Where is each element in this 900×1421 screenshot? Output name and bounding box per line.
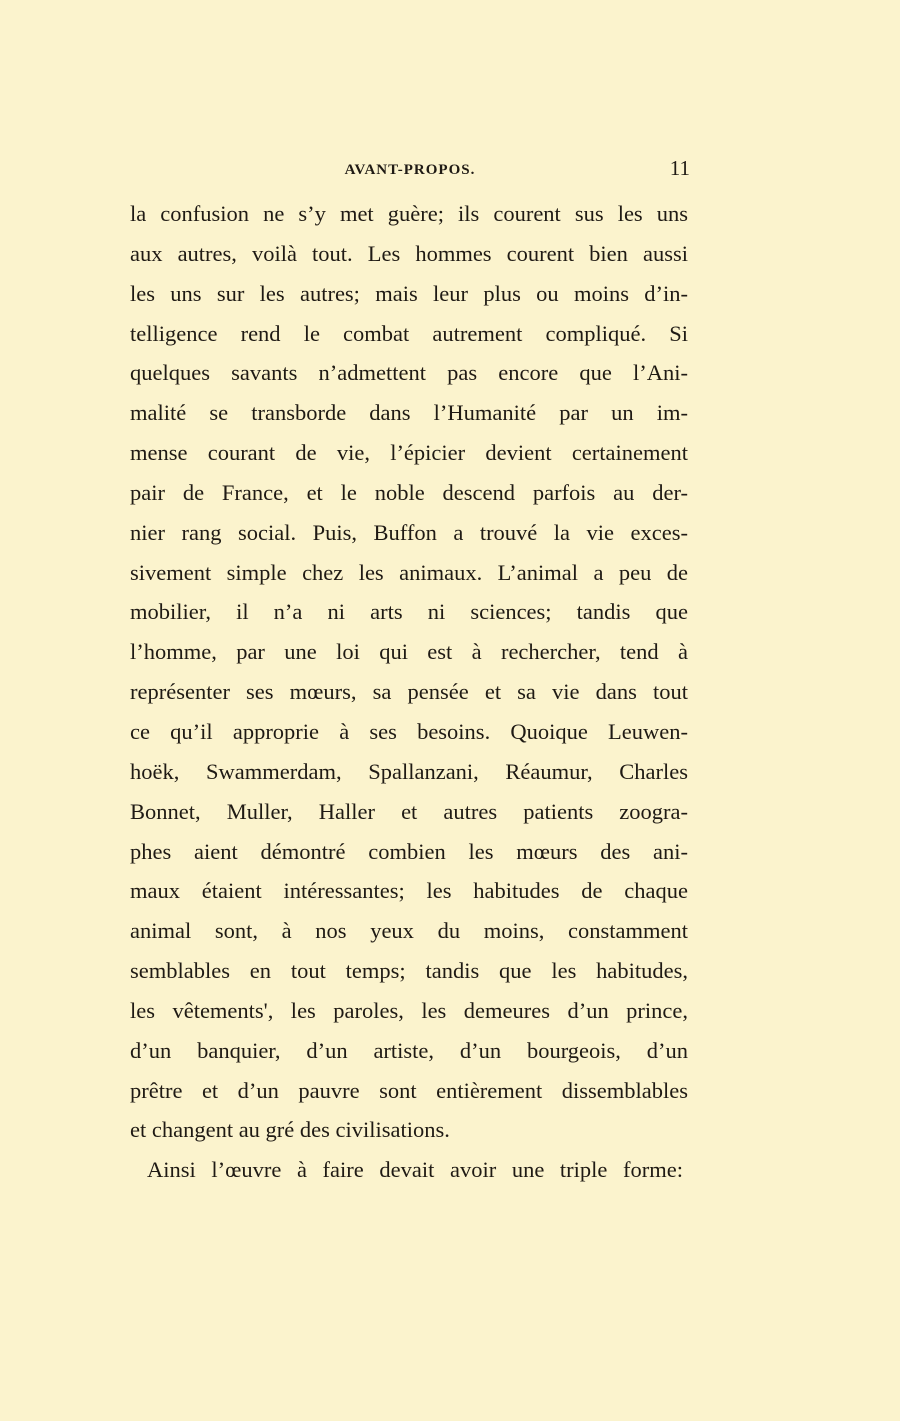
text-line: les uns sur les autres; mais leur plus ou moins d’in- bbox=[130, 280, 688, 306]
text-line: hoëk, Swammerdam, Spallanzani, Réaumur, Charles bbox=[130, 758, 688, 784]
text-line: Bonnet, Muller, Haller et autres patients zoogra- bbox=[130, 798, 688, 824]
text-line: pair de France, et le noble descend parfois au der- bbox=[130, 479, 688, 505]
page-header bbox=[130, 156, 690, 186]
paragraph-last-line: et changent au gré des civilisations. bbox=[130, 1117, 450, 1143]
text-line: sivement simple chez les animaux. L’animal a peu de bbox=[130, 559, 688, 585]
text-line: mobilier, il n’a ni arts ni sciences; tandis que bbox=[130, 599, 688, 625]
text-line: malité se transborde dans l’Humanité par un im- bbox=[130, 400, 688, 426]
text-line: prêtre et d’un pauvre sont entièrement dissemblables bbox=[130, 1077, 688, 1103]
text-line: aux autres, voilà tout. Les hommes courent bien aussi bbox=[130, 240, 688, 266]
text-line: phes aient démontré combien les mœurs des ani- bbox=[130, 838, 688, 864]
text-line: nier rang social. Puis, Buffon a trouvé la vie exces- bbox=[130, 519, 688, 545]
text-line: telligence rend le combat autrement compliqué. Si bbox=[130, 320, 688, 346]
paragraph-first-line: Ainsi l’œuvre à faire devait avoir une triple forme: bbox=[147, 1157, 683, 1183]
text-line: la confusion ne s’y met guère; ils courent sus les uns bbox=[130, 201, 688, 226]
text-line: quelques savants n’admettent pas encore que l’Ani- bbox=[130, 360, 688, 386]
running-title: AVANT-PROPOS. bbox=[344, 162, 476, 178]
text-line: animal sont, à nos yeux du moins, constamment bbox=[130, 918, 688, 944]
text-line: les vêtements', les paroles, les demeures d’un prince, bbox=[130, 997, 688, 1023]
text-line: mense courant de vie, l’épicier devient certainement bbox=[130, 440, 688, 466]
text-line: semblables en tout temps; tandis que les habitudes, bbox=[130, 958, 688, 984]
text-line: maux étaient intéressantes; les habitudes de chaque bbox=[130, 878, 688, 904]
text-line: d’un banquier, d’un artiste, d’un bourgeois, d’un bbox=[130, 1037, 688, 1063]
body-text bbox=[130, 194, 688, 1190]
text-line: l’homme, par une loi qui est à rechercher, tend à bbox=[130, 639, 688, 665]
page-number: 11 bbox=[669, 156, 690, 180]
text-line: ce qu’il approprie à ses besoins. Quoique Leuwen- bbox=[130, 718, 688, 744]
text-line: représenter ses mœurs, sa pensée et sa vie dans tout bbox=[130, 679, 688, 705]
